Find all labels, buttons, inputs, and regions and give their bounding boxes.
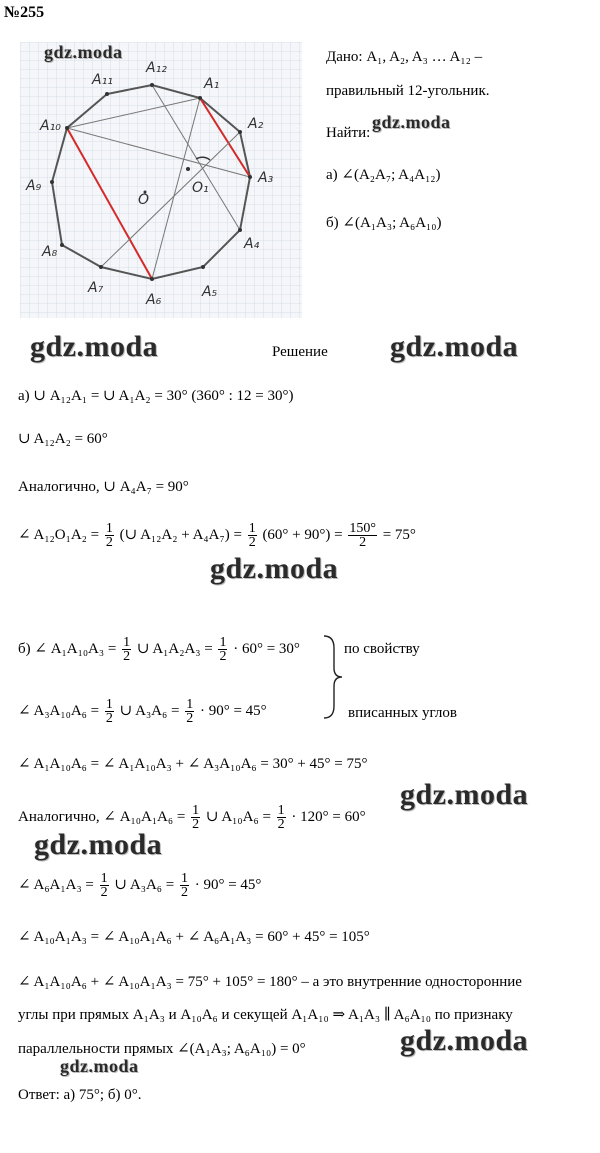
watermark: gdz.moda	[400, 778, 529, 811]
fraction	[248, 522, 257, 549]
fraction-denominator: 2	[277, 817, 285, 832]
label-a12: A₁₂	[146, 60, 167, 76]
formula-part: (∪ A₁₂A₂ + A₄A₇) =	[119, 526, 242, 543]
formula-part: ∠ A₃A₁₀A₆ =	[18, 702, 100, 719]
dodecagon-figure	[20, 42, 302, 318]
fraction	[180, 872, 189, 899]
fraction-numerator: 1	[277, 803, 285, 818]
formula-part: ∪ A₁A₂A₃ =	[136, 640, 213, 657]
solution-b-line-5	[18, 872, 261, 899]
fraction-numerator: 1	[180, 871, 188, 886]
vertex-dot	[60, 243, 64, 247]
vertex-dot	[65, 126, 69, 130]
fraction-numerator: 1	[248, 521, 256, 536]
solution-b-line-3: ∠ A₁A₁₀A₆ = ∠ A₁A₁₀A₃ + ∠ A₃A₁₀A₆ = 30° + 45° = 75°	[18, 756, 368, 772]
fraction-denominator: 2	[359, 535, 367, 550]
label-a8: A₈	[42, 244, 58, 260]
vertex-dot	[50, 180, 54, 184]
formula-part: · 60° = 30°	[233, 640, 300, 657]
fraction-denominator: 2	[105, 711, 113, 726]
fraction	[122, 636, 131, 663]
fraction	[277, 804, 286, 831]
solution-b-line-1	[18, 636, 300, 663]
note-property: по свойству	[344, 641, 420, 657]
vertex-dot	[198, 96, 202, 100]
formula-part: б) ∠ A₁A₁₀A₃ =	[18, 640, 117, 657]
label-a4: A₄	[244, 236, 260, 252]
label-a10: A₁₀	[40, 118, 61, 134]
fraction-denominator: 2	[180, 885, 188, 900]
solution-a-line-1: а) ∪ A₁₂A₁ = ∪ A₁A₂ = 30° (360° : 12 = 30°)	[18, 388, 294, 404]
fraction	[105, 698, 114, 725]
label-a9: A₉	[26, 178, 42, 194]
formula-part: ∠ A₆A₁A₃ =	[18, 876, 94, 893]
solution-b-line-4	[18, 804, 366, 831]
find-a: а) ∠(A₂A₇; A₄A₁₂)	[326, 167, 441, 183]
center-o1-dot	[186, 167, 190, 171]
fraction-denominator: 2	[123, 649, 131, 664]
formula-part: Аналогично, ∠ A₁₀A₁A₆ =	[18, 808, 186, 825]
formula-part: ∪ A₃A₆ =	[114, 876, 175, 893]
fraction	[191, 804, 200, 831]
fraction	[100, 872, 109, 899]
vertex-dot	[150, 277, 154, 281]
formula-part: = 75°	[382, 526, 416, 543]
watermark: gdz.moda	[60, 1056, 139, 1076]
fraction-denominator: 2	[192, 817, 200, 832]
fraction	[218, 636, 227, 663]
solution-b-line-2	[18, 698, 267, 725]
fraction-denominator: 2	[105, 535, 113, 550]
solution-b-line-8: углы при прямых A₁A₃ и A₁₀A₆ и секущей A₁A₁₀ ⇒ A₁A₃ ∥ A₆A₁₀ по признаку	[18, 1007, 513, 1023]
fraction-denominator: 2	[248, 535, 256, 550]
label-a2: A₂	[248, 116, 264, 132]
watermark: gdz.moda	[390, 330, 519, 363]
formula-part: · 120° = 60°	[291, 808, 366, 825]
solution-heading: Решение	[272, 344, 328, 360]
label-o1: O₁	[192, 180, 209, 196]
fraction	[185, 698, 194, 725]
watermark: gdz.moda	[44, 42, 123, 62]
label-a3: A₃	[258, 170, 274, 186]
formula-part: ∪ A₃A₆ =	[119, 702, 180, 719]
watermark: gdz.moda	[210, 552, 339, 585]
label-a11: A₁₁	[92, 72, 113, 88]
label-o: O	[138, 192, 150, 208]
watermark: gdz.moda	[34, 828, 163, 861]
label-a5: A₅	[202, 284, 218, 300]
formula-part: · 90° = 45°	[194, 876, 262, 893]
fraction-numerator: 1	[105, 697, 113, 712]
fraction	[348, 522, 377, 549]
vertex-dot	[150, 83, 154, 87]
vertex-dot	[238, 130, 242, 134]
watermark: gdz.moda	[372, 112, 451, 132]
fraction-numerator: 1	[123, 635, 131, 650]
solution-a-line-2: ∪ A₁₂A₂ = 60°	[18, 431, 108, 447]
fraction-numerator: 1	[186, 697, 194, 712]
label-a7: A₇	[88, 280, 104, 296]
label-a1: A₁	[204, 76, 220, 92]
fraction-denominator: 2	[186, 711, 194, 726]
given-line-2: правильный 12-угольник.	[326, 83, 490, 99]
formula-part: ∠ A₁₂O₁A₂ =	[18, 526, 100, 543]
note-inscribed: вписанных углов	[348, 705, 457, 721]
fraction-denominator: 2	[100, 885, 108, 900]
vertex-dot	[238, 228, 242, 232]
given-line-1: Дано: A₁, A₂, A₃ … A₁₂ –	[326, 49, 483, 65]
fraction	[105, 522, 114, 549]
brace-icon	[322, 634, 344, 725]
watermark: gdz.moda	[400, 1024, 529, 1057]
solution-a-line-4	[18, 522, 416, 549]
formula-part: (60° + 90°) =	[262, 526, 343, 543]
fraction-numerator: 150°	[349, 521, 376, 536]
vertex-dot	[105, 92, 109, 96]
problem-number: №255	[4, 4, 45, 21]
figure-photo	[20, 42, 302, 318]
solution-b-line-7: ∠ A₁A₁₀A₆ + ∠ A₁₀A₁A₃ = 75° + 105° = 180° – а это внутренние односторонние	[18, 974, 522, 990]
fraction-numerator: 1	[192, 803, 200, 818]
find-label: Найти:	[326, 125, 371, 141]
formula-part: · 90° = 45°	[199, 702, 267, 719]
solution-b-line-9: параллельности прямых ∠(A₁A₃; A₆A₁₀) = 0°	[18, 1041, 306, 1057]
fraction-numerator: 1	[219, 635, 227, 650]
answer: Ответ: а) 75°; б) 0°.	[18, 1087, 142, 1103]
fraction-denominator: 2	[219, 649, 227, 664]
fraction-numerator: 1	[100, 871, 108, 886]
vertex-dot	[201, 265, 205, 269]
fraction-numerator: 1	[105, 521, 113, 536]
label-a6: A₆	[146, 292, 162, 308]
solution-a-line-3: Аналогично, ∪ A₄A₇ = 90°	[18, 479, 189, 495]
formula-part: ∪ A₁₀A₆ =	[205, 808, 271, 825]
find-b: б) ∠(A₁A₃; A₆A₁₀)	[326, 215, 442, 231]
solution-b-line-6: ∠ A₁₀A₁A₃ = ∠ A₁₀A₁A₆ + ∠ A₆A₁A₃ = 60° + 45° = 105°	[18, 929, 370, 945]
watermark: gdz.moda	[30, 330, 159, 363]
vertex-dot	[99, 265, 103, 269]
vertex-dot	[248, 175, 252, 179]
